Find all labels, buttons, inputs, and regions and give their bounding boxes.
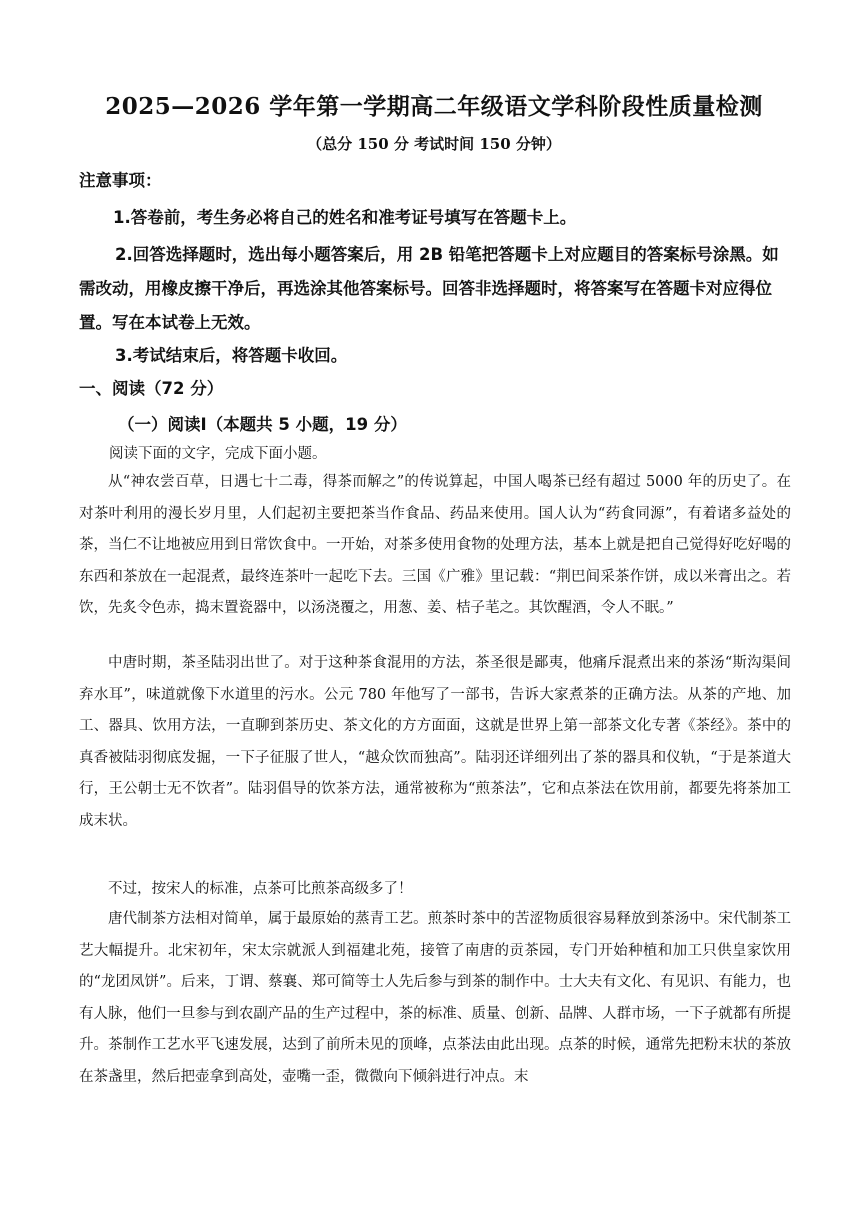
passage-paragraph-3: 不过，按宋人的标准，点茶可比煎茶高级多了！: [108, 881, 413, 897]
reading-instruction: 阅读下面的文字，完成下面小题。: [109, 446, 327, 462]
subsection-heading: （一）阅读Ⅰ（本题共 5 小题，19 分）: [118, 415, 407, 434]
passage-paragraph-1: 从“神农尝百草，日遇七十二毒，得茶而解之”的传说算起，中国人喝茶已经有超过 5000 年的历史了。在对茶叶利用的漫长岁月里，人们起初主要把茶当作食品、药品来使用。国人认为“药食同源”，有着诸多益处的茶，当仁不让地被应用到日常饮食中。一开始，对茶多使用食物的处理方法，基本上就是把自己觉得好吃好喝的东西和茶放在一起混煮，最终连茶叶一起吃下去。三国《广雅》里记载：“荆巴间采茶作饼，成以米膏出之。若饮，先炙令色赤，捣末置瓷器中，以汤浇覆之，用葱、姜、桔子芼之。其饮醒酒，令人不眠。”: [79, 474, 791, 616]
exam-title: 2025—2026 学年第一学期高二年级语文学科阶段性质量检测: [105, 93, 763, 120]
exam-subtitle: （总分 150 分 考试时间 150 分钟）: [307, 135, 561, 153]
passage-paragraph-4: 唐代制茶方法相对简单，属于最原始的蒸青工艺。煎茶时茶中的苦涩物质很容易释放到茶汤中。宋代制茶工艺大幅提升。北宋初年，宋太宗就派人到福建北苑，接管了南唐的贡茶园，专门开始种植和加工只供皇家饮用的“龙团凤饼”。后来，丁谓、蔡襄、郑可简等士人先后参与到茶的制作中。士大夫有文化、有见识、有能力，也有人脉，他们一旦参与到农副产品的生产过程中，茶的标准、质量、创新、品牌、人群市场，一下子就都有所提升。茶制作工艺水平飞速发展，达到了前所未见的顶峰，点茶法由此出现。点茶的时候，通常先把粉末状的茶放在茶盏里，然后把壶拿到高处，壶嘴一歪，微微向下倾斜进行冲点。末: [79, 911, 791, 1085]
notice-item-2: 2.回答选择题时，选出每小题答案后，用 2B 铅笔把答题卡上对应题目的答案标号涂黑。如需改动，用橡皮擦干净后，再选涂其他答案标号。回答非选择题时，将答案写在答题卡对应得位置。写在本试卷上无效。: [79, 245, 779, 332]
section-heading: 一、阅读（72 分）: [79, 379, 224, 398]
notice-item-1: 1.答卷前，考生务必将自己的姓名和准考证号填写在答题卡上。: [113, 208, 577, 227]
notice-heading: 注意事项：: [79, 171, 162, 190]
notice-item-3: 3.考试结束后，将答题卡收回。: [115, 346, 348, 365]
passage-paragraph-2: 中唐时期，茶圣陆羽出世了。对于这种茶食混用的方法，茶圣很是鄙夷，他痛斥混煮出来的茶汤“斯沟渠间弃水耳”，味道就像下水道里的污水。公元 780 年他写了一部书，告诉大家煮茶的正确方法。从茶的产地、加工、器具、饮用方法，一直聊到茶历史、茶文化的方方面面，这就是世界上第一部茶文化专著《茶经》。茶中的真香被陆羽彻底发掘，一下子征服了世人，“越众饮而独高”。陆羽还详细列出了茶的器具和仪轨，“于是茶道大行，王公朝士无不饮者”。陆羽倡导的饮茶方法，通常被称为“煎茶法”，它和点茶法在饮用前，都要先将茶加工成末状。: [79, 655, 791, 829]
